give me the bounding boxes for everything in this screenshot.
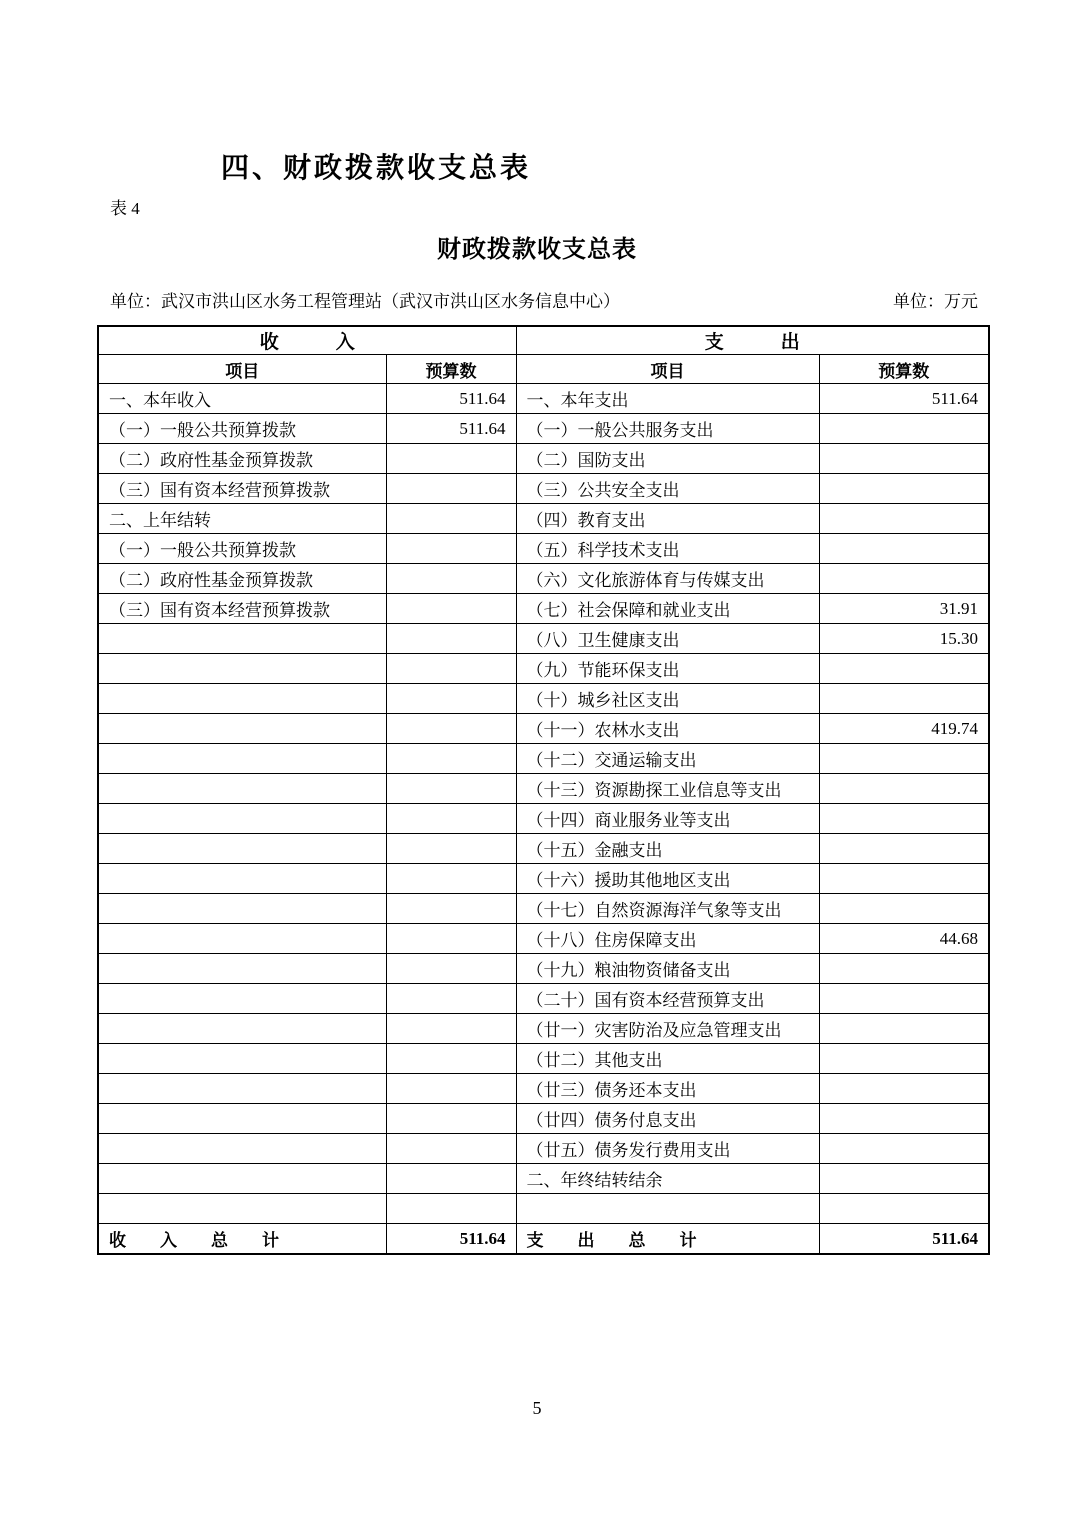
income-item-cell: [98, 684, 386, 714]
table-row: [98, 834, 989, 864]
expense-item-cell: （十六）援助其他地区支出: [516, 864, 819, 894]
income-item-cell: [98, 1014, 386, 1044]
table-row: [98, 534, 989, 564]
income-value-cell: [386, 864, 516, 894]
expense-value-cell: [819, 744, 989, 774]
table-row: [98, 804, 989, 834]
income-value-cell: [386, 1074, 516, 1104]
income-value-cell: [386, 1044, 516, 1074]
income-value-cell: [386, 444, 516, 474]
income-item-cell: [98, 1194, 386, 1224]
expense-value-cell: [819, 414, 989, 444]
income-value-cell: [386, 474, 516, 504]
expense-item-cell: （三）公共安全支出: [516, 474, 819, 504]
table-row: [98, 1074, 989, 1104]
income-value-cell: [386, 1194, 516, 1224]
income-value-cell: [386, 954, 516, 984]
expense-value-cell: [819, 1194, 989, 1224]
table-row: [98, 414, 989, 444]
expense-total-value: 511.64: [819, 1224, 989, 1255]
income-item-cell: [98, 984, 386, 1014]
expense-value-cell: 511.64: [819, 384, 989, 414]
table-row: [98, 1014, 989, 1044]
unit-line: [110, 287, 978, 312]
expense-value-cell: [819, 1104, 989, 1134]
income-item-cell: 一、本年收入: [98, 384, 386, 414]
expense-value-cell: 15.30: [819, 624, 989, 654]
expense-value-cell: [819, 504, 989, 534]
income-item-cell: （一）一般公共预算拨款: [98, 414, 386, 444]
income-item-cell: [98, 924, 386, 954]
table-row: [98, 1164, 989, 1194]
income-item-cell: [98, 954, 386, 984]
income-item-cell: [98, 894, 386, 924]
expense-section-header: 支 出: [516, 326, 989, 355]
expense-total-label: 支 出 总 计: [516, 1224, 819, 1255]
section-title: 四、财政拨款收支总表: [221, 151, 532, 184]
expense-budget-column-header: 预算数: [819, 355, 989, 384]
table-row: [98, 654, 989, 684]
budget-table: [97, 325, 990, 1255]
expense-item-cell: （廿四）债务付息支出: [516, 1104, 819, 1134]
table-row: [98, 1134, 989, 1164]
income-item-cell: （三）国有资本经营预算拨款: [98, 474, 386, 504]
table-row: [98, 1104, 989, 1134]
expense-value-cell: [819, 684, 989, 714]
expense-value-cell: [819, 654, 989, 684]
expense-value-cell: [819, 984, 989, 1014]
table-row: [98, 684, 989, 714]
income-item-cell: [98, 774, 386, 804]
currency-unit-label: 单位：万元: [893, 292, 978, 311]
expense-item-cell: （十一）农林水支出: [516, 714, 819, 744]
expense-value-cell: [819, 564, 989, 594]
expense-item-cell: 二、年终结转结余: [516, 1164, 819, 1194]
table-row: [98, 1194, 989, 1224]
expense-item-cell: （一）一般公共服务支出: [516, 414, 819, 444]
income-value-cell: [386, 564, 516, 594]
income-item-cell: （三）国有资本经营预算拨款: [98, 594, 386, 624]
table-row: [98, 504, 989, 534]
expense-item-cell: （十八）住房保障支出: [516, 924, 819, 954]
income-value-cell: [386, 714, 516, 744]
expense-item-cell: （廿二）其他支出: [516, 1044, 819, 1074]
table-number-label: 表 4: [110, 199, 140, 218]
income-item-cell: [98, 714, 386, 744]
income-value-cell: [386, 534, 516, 564]
income-item-cell: （二）政府性基金预算拨款: [98, 444, 386, 474]
expense-item-cell: （五）科学技术支出: [516, 534, 819, 564]
expense-item-cell: （十九）粮油物资储备支出: [516, 954, 819, 984]
income-item-cell: （一）一般公共预算拨款: [98, 534, 386, 564]
expense-value-cell: [819, 1014, 989, 1044]
income-value-cell: [386, 924, 516, 954]
expense-item-cell: （二十）国有资本经营预算支出: [516, 984, 819, 1014]
table-row: [98, 984, 989, 1014]
expense-value-cell: [819, 474, 989, 504]
income-value-cell: [386, 654, 516, 684]
income-item-cell: [98, 654, 386, 684]
income-item-cell: [98, 1044, 386, 1074]
income-total-label: 收 入 总 计: [98, 1224, 386, 1255]
expense-item-cell: （十五）金融支出: [516, 834, 819, 864]
table-row: [98, 624, 989, 654]
expense-value-cell: [819, 804, 989, 834]
income-item-cell: [98, 624, 386, 654]
group-header-row: [98, 326, 989, 355]
table-row: [98, 954, 989, 984]
table-title: 财政拨款收支总表: [437, 237, 637, 263]
table-body: [98, 384, 989, 1224]
income-item-cell: [98, 864, 386, 894]
expense-value-cell: [819, 954, 989, 984]
table-row: [98, 864, 989, 894]
expense-value-cell: [819, 774, 989, 804]
income-value-cell: [386, 834, 516, 864]
expense-item-cell: （四）教育支出: [516, 504, 819, 534]
table-row: [98, 924, 989, 954]
income-value-cell: [386, 744, 516, 774]
table-row: [98, 564, 989, 594]
income-item-cell: [98, 744, 386, 774]
table-row: [98, 1044, 989, 1074]
expense-item-cell: （十二）交通运输支出: [516, 744, 819, 774]
table-row: [98, 744, 989, 774]
income-item-cell: （二）政府性基金预算拨款: [98, 564, 386, 594]
expense-value-cell: 31.91: [819, 594, 989, 624]
income-item-cell: 二、上年结转: [98, 504, 386, 534]
reporting-unit-label: 单位：武汉市洪山区水务工程管理站（武汉市洪山区水务信息中心）: [110, 292, 620, 311]
expense-item-column-header: 项目: [516, 355, 819, 384]
income-value-cell: [386, 624, 516, 654]
income-total-value: 511.64: [386, 1224, 516, 1255]
income-value-cell: [386, 774, 516, 804]
expense-value-cell: [819, 1134, 989, 1164]
income-value-cell: [386, 804, 516, 834]
income-value-cell: [386, 1134, 516, 1164]
income-item-column-header: 项目: [98, 355, 386, 384]
table-row: [98, 444, 989, 474]
income-item-cell: [98, 834, 386, 864]
expense-value-cell: [819, 444, 989, 474]
expense-item-cell: （十）城乡社区支出: [516, 684, 819, 714]
table-row: [98, 714, 989, 744]
expense-value-cell: [819, 1164, 989, 1194]
table-row: [98, 474, 989, 504]
income-item-cell: [98, 1074, 386, 1104]
expense-item-cell: （九）节能环保支出: [516, 654, 819, 684]
table-row: [98, 384, 989, 414]
expense-value-cell: 44.68: [819, 924, 989, 954]
expense-value-cell: 419.74: [819, 714, 989, 744]
page-number: 5: [532, 1398, 542, 1418]
expense-item-cell: （七）社会保障和就业支出: [516, 594, 819, 624]
table-row: [98, 894, 989, 924]
expense-item-cell: （二）国防支出: [516, 444, 819, 474]
expense-item-cell: （十七）自然资源海洋气象等支出: [516, 894, 819, 924]
income-value-cell: 511.64: [386, 414, 516, 444]
expense-value-cell: [819, 834, 989, 864]
income-value-cell: [386, 984, 516, 1014]
expense-item-cell: 一、本年支出: [516, 384, 819, 414]
expense-item-cell: （六）文化旅游体育与传媒支出: [516, 564, 819, 594]
total-row: [98, 1224, 989, 1255]
income-budget-column-header: 预算数: [386, 355, 516, 384]
column-header-row: [98, 355, 989, 384]
income-item-cell: [98, 1134, 386, 1164]
expense-value-cell: [819, 1074, 989, 1104]
expense-item-cell: （廿一）灾害防治及应急管理支出: [516, 1014, 819, 1044]
expense-item-cell: [516, 1194, 819, 1224]
income-section-header: 收 入: [98, 326, 516, 355]
income-value-cell: [386, 684, 516, 714]
income-item-cell: [98, 1164, 386, 1194]
expense-value-cell: [819, 894, 989, 924]
expense-item-cell: （八）卫生健康支出: [516, 624, 819, 654]
income-item-cell: [98, 804, 386, 834]
expense-value-cell: [819, 1044, 989, 1074]
income-value-cell: [386, 1104, 516, 1134]
income-value-cell: [386, 594, 516, 624]
income-value-cell: 511.64: [386, 384, 516, 414]
expense-value-cell: [819, 864, 989, 894]
income-value-cell: [386, 504, 516, 534]
expense-value-cell: [819, 534, 989, 564]
income-value-cell: [386, 1164, 516, 1194]
expense-item-cell: （十四）商业服务业等支出: [516, 804, 819, 834]
income-value-cell: [386, 894, 516, 924]
table-row: [98, 594, 989, 624]
expense-item-cell: （廿三）债务还本支出: [516, 1074, 819, 1104]
table-row: [98, 774, 989, 804]
income-item-cell: [98, 1104, 386, 1134]
income-value-cell: [386, 1014, 516, 1044]
expense-item-cell: （廿五）债务发行费用支出: [516, 1134, 819, 1164]
expense-item-cell: （十三）资源勘探工业信息等支出: [516, 774, 819, 804]
